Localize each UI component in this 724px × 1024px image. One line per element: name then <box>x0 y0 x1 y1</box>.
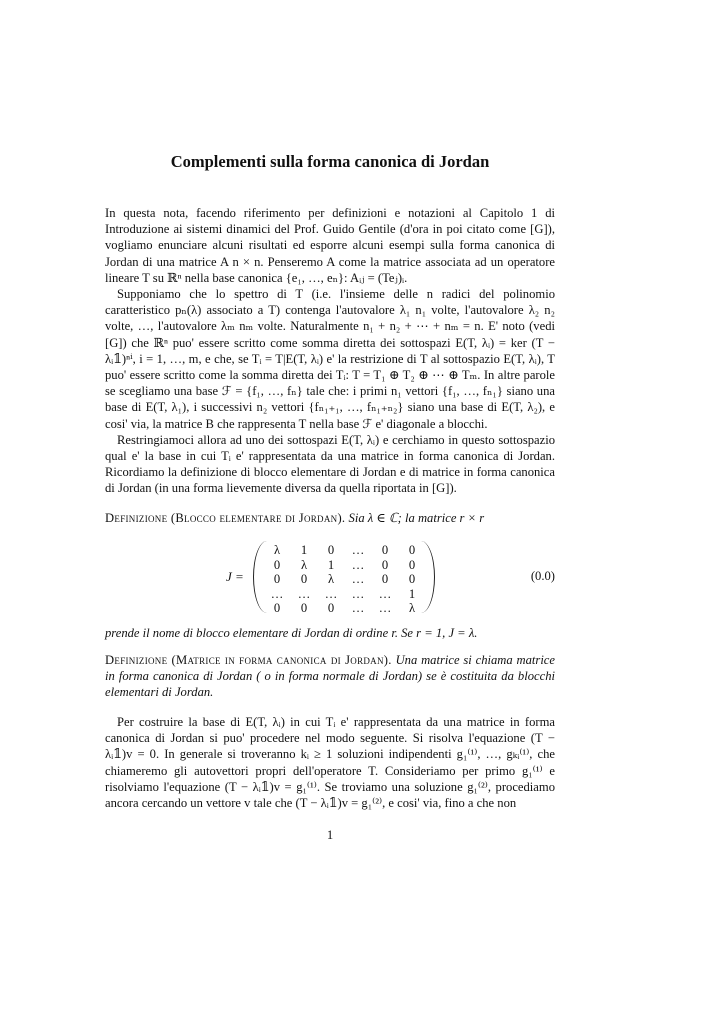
matrix-cell: λ <box>408 601 416 615</box>
definition-2-heading: Definizione (Matrice in forma canonica di Jordan). <box>105 653 392 667</box>
matrix-cell: 1 <box>408 586 416 601</box>
matrix-cell: 0 <box>300 601 308 615</box>
matrix <box>253 541 435 613</box>
paragraph-4: Per costruire la base di E(T, λᵢ) in cui Tᵢ e' rappresentata da una matrice in forma canonica di Jordan si puo' procedere nel modo seguente. Si risolva l'equazione (T − λᵢ𝟙)v = 0. In generale si troveranno kᵢ ≥ 1 soluzioni indipendenti g₁⁽¹⁾, …, gₖᵢ⁽¹⁾, che chiameremo gli autovettori propri dell'operatore T. Consideriamo per primo g₁⁽¹⁾ e risolviamo l'equazione (T − λᵢ𝟙)v = g₁⁽¹⁾. Se troviamo una soluzione g₁⁽²⁾, procediamo ancora cercando un vettore v tale che (T − λᵢ𝟙)v = g₁⁽²⁾, e cosi' via, fino a che non <box>105 715 555 811</box>
matrix-cell: λ <box>300 557 308 572</box>
matrix-cell: 0 <box>273 572 281 586</box>
matrix-cell: … <box>351 586 365 601</box>
definition-jordan-block <box>105 510 555 526</box>
paragraph-3: Restringiamoci allora ad uno dei sottospazi E(T, λᵢ) e cerchiamo in questo sottospazio qual e' la base in cui Tᵢ e' rappresentata da una matrice in forma canonica di Jordan. Ricordiamo la definizione di blocco elementare di Jordan e di matrice in forma canonica di Jordan (in una forma lievemente diversa da quella riportata in [G]). <box>105 432 555 496</box>
page-title: Complementi sulla forma canonica di Jordan <box>170 152 490 171</box>
matrix-cell: … <box>351 601 365 615</box>
matrix-cell: … <box>297 586 311 601</box>
jordan-block-equation <box>105 535 555 615</box>
matrix-cell: 0 <box>381 543 389 557</box>
matrix-cell: … <box>378 586 392 601</box>
matrix-cell: 0 <box>408 572 416 586</box>
matrix-cell: … <box>351 557 365 572</box>
matrix-cell: 0 <box>300 572 308 586</box>
matrix-cell: … <box>270 586 284 601</box>
matrix-cell: 0 <box>327 601 335 615</box>
definition-2-text: Una matrice si chiama matrice in forma canonica di Jordan ( o in forma normale di Jordan) se è costituita da blocchi elementari di Jordan. <box>105 653 555 700</box>
matrix-cell: … <box>324 586 338 601</box>
matrix-cell: … <box>351 543 365 557</box>
definition-after <box>105 625 555 641</box>
equation-lhs: J = <box>226 569 244 584</box>
matrix-cell: 0 <box>381 572 389 586</box>
matrix-cell: 0 <box>327 543 335 557</box>
matrix-cell: λ <box>273 543 281 557</box>
matrix-cell: 0 <box>381 557 389 572</box>
intro-section <box>105 205 555 497</box>
paragraph-1: In questa nota, facendo riferimento per definizioni e notazioni al Capitolo 1 di Introduzione ai sistemi dinamici del Prof. Guido Gentile (d'ora in poi citato come [G]), vogliamo enunciare alcuni risultati ed esporre alcuni esempi sulla forma canonica di Jordan di una matrice A n × n. Penseremo A come la matrice associata ad un operatore lineare T su ℝⁿ nella base canonica {e₁, …, eₙ}: Aᵢⱼ = (Teⱼ)ᵢ. <box>105 206 555 285</box>
matrix-cell: 1 <box>300 543 308 557</box>
equation-number: (0.0) <box>530 569 555 583</box>
matrix-cell: … <box>378 601 392 615</box>
definition-text: Sia λ ∈ ℂ; la matrice r × r <box>348 511 485 525</box>
matrix-cell: 0 <box>273 601 281 615</box>
matrix-cell: λ <box>327 572 335 586</box>
construction-section <box>105 714 555 811</box>
matrix-cell: 1 <box>327 557 335 572</box>
matrix-cell: … <box>351 572 365 586</box>
definition-after-text: prende il nome di blocco elementare di Jordan di ordine r. Se r = 1, J = λ. <box>105 626 478 640</box>
definition-canonical-form <box>105 652 555 701</box>
page-number: 1 <box>326 828 334 842</box>
matrix-cell: 0 <box>273 557 281 572</box>
definition-heading: Definizione (Blocco elementare di Jordan). <box>105 511 346 525</box>
matrix-cell: 0 <box>408 557 416 572</box>
matrix-cell: 0 <box>408 543 416 557</box>
paragraph-2: Supponiamo che lo spettro di T (i.e. l'insieme delle n radici del polinomio caratteristico pₙ(λ) associato a T) contenga l'autovalore λ₁ n₁ volte, l'autovalore λ₂ n₂ volte, …, l'autovalore λₘ nₘ volte. Naturalmente n₁ + n₂ + ⋯ + nₘ = n. E' noto (vedi [G]) che ℝⁿ puo' essere scritto come somma diretta dei sottospazi E(T, λᵢ) = ker (T − λᵢ𝟙)ⁿⁱ, i = 1, …, m, e che, se Tᵢ = T|E(T, λᵢ) e' la restrizione di T al sottospazio E(T, λᵢ), T puo' essere scritto come la somma diretta dei Tᵢ: T = T₁ ⊕ T₂ ⊕ ⋯ ⊕ Tₘ. In altre parole se scegliamo una base ℱ = {f₁, …, fₙ} tale che: i primi n₁ vettori {f₁, …, fₙ₁} siano una base di E(T, λ₁), i successivi n₂ vettori {fₙ₁₊₁, …, fₙ₁₊ₙ₂} siano una base di E(T, λ₂), e cosi' via, la matrice B che rappresenta T nella base ℱ e' diagonale a blocchi. <box>105 287 555 431</box>
